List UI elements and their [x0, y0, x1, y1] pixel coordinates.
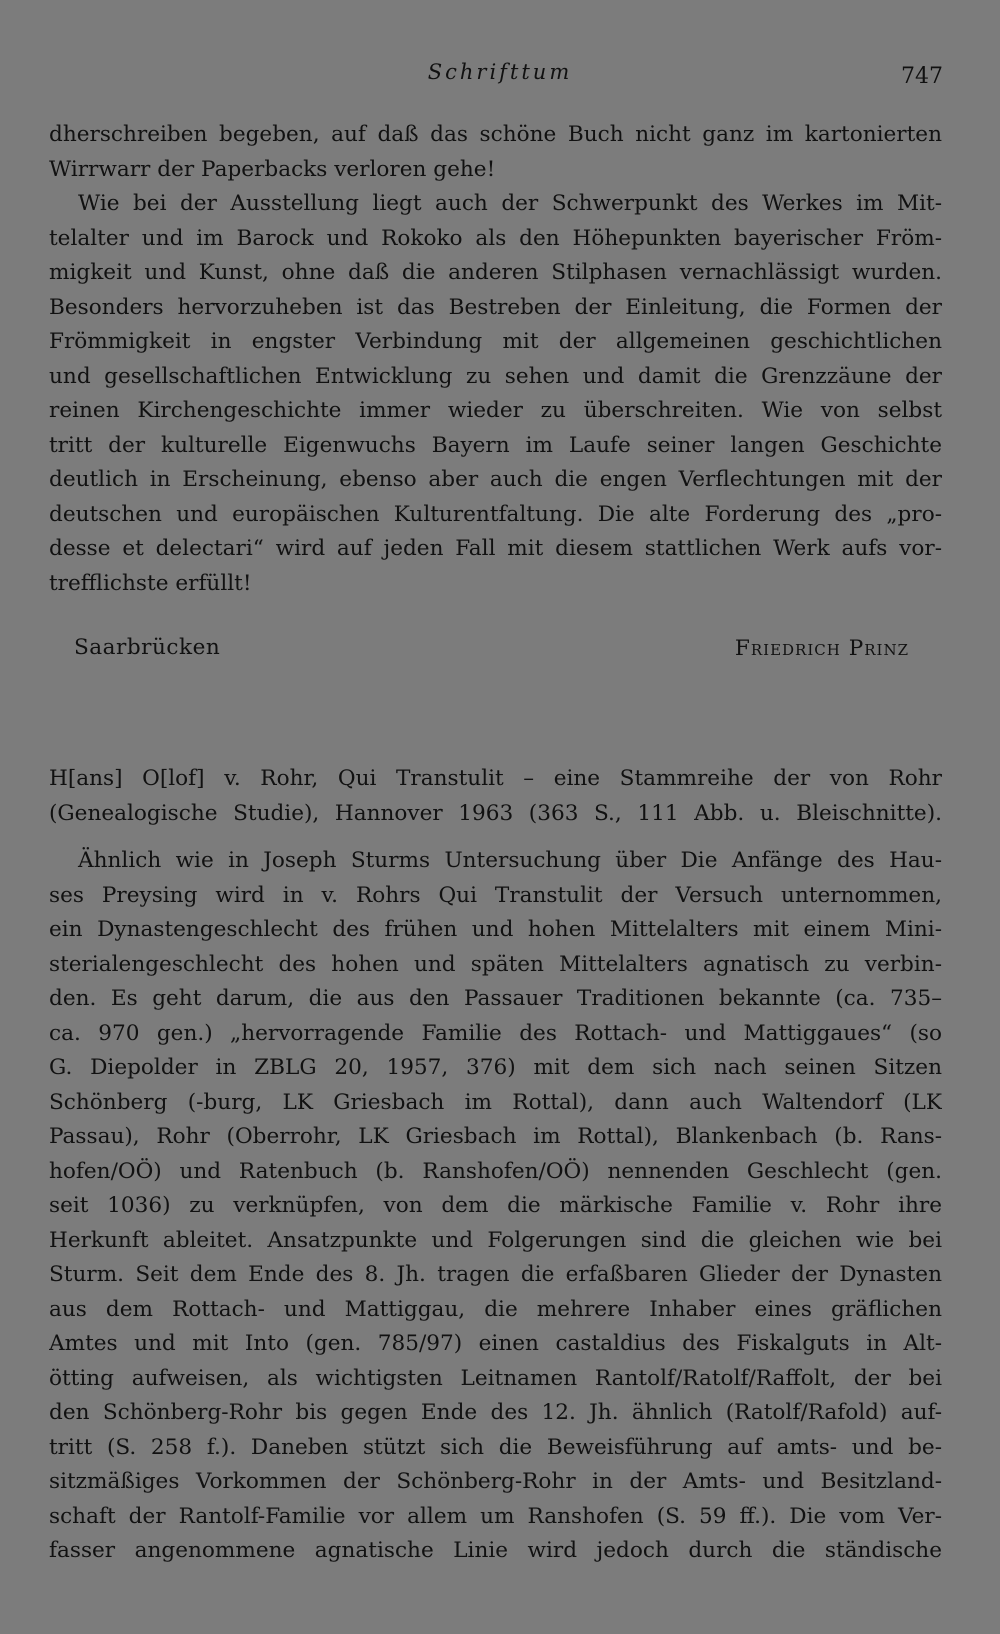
text-line: reinen Kirchengeschichte immer wieder zu überschreiten. Wie von selbst — [49, 398, 942, 423]
text-line: Wirrwarr der Paperbacks verloren gehe! — [49, 156, 496, 182]
text-line: aus dem Rottach- und Mattiggau, die mehrere Inhaber eines gräflichen — [49, 1296, 942, 1322]
text-line: schaft der Rantolf-Familie vor allem um Ranshofen (S. 59 ff.). Die vom Ver- — [49, 1503, 942, 1529]
text-line: desse et delectari“ wird auf jeden Fall mit diesem stattlichen Werk aufs vor- — [49, 536, 942, 561]
text-line: sitzmäßiges Vorkommen der Schönberg-Rohr in der Amts- und Besitzland- — [49, 1469, 942, 1494]
review-1-body — [49, 118, 942, 601]
review-2-body — [49, 844, 942, 1569]
text-line: ötting aufweisen, als wichtigsten Leitnamen Rantolf/Ratolf/Raffolt, der bei — [49, 1365, 942, 1391]
text-line: fasser angenommene agnatische Linie wird jedoch durch die ständische — [49, 1538, 942, 1563]
heading-line: (Genealogische Studie), Hannover 1963 (363 S., 111 Abb. u. Bleischnitte). — [49, 800, 942, 826]
text-line: ses Preysing wird in v. Rohrs Qui Transtulit der Versuch unternommen, — [49, 882, 942, 908]
text-line: Amtes und mit Into (gen. 785/97) einen castaldius des Fiskalguts in Alt- — [49, 1331, 942, 1356]
text-line: hofen/OÖ) und Ratenbuch (b. Ranshofen/OÖ) nennenden Geschlecht (gen. — [49, 1158, 942, 1184]
text-line: Besonders hervorzuheben ist das Bestreben der Einleitung, die Formen der — [49, 294, 942, 320]
text-line: und gesellschaftlichen Entwicklung zu sehen und damit die Grenzzäune der — [49, 363, 942, 389]
text-line: ein Dynastengeschlecht des frühen und hohen Mittelalters mit einem Mini- — [49, 917, 942, 942]
text-line: tritt der kulturelle Eigenwuchs Bayern im Laufe seiner langen Geschichte — [49, 432, 942, 458]
review-2-bibliographic-heading — [49, 762, 942, 831]
text-line: trefflichste erfüllt! — [49, 570, 252, 596]
text-line: deutlich in Erscheinung, ebenso aber auch die engen Verflechtungen mit der — [49, 467, 942, 492]
text-line: Herkunft ableitet. Ansatzpunkte und Folgerungen sind die gleichen wie bei — [49, 1227, 942, 1253]
text-line: Sturm. Seit dem Ende des 8. Jh. tragen die erfaßbaren Glieder der Dynasten — [49, 1262, 942, 1287]
text-line: migkeit und Kunst, ohne daß die anderen Stilphasen vernachlässigt wurden. — [49, 260, 942, 285]
text-line: Frömmigkeit in engster Verbindung mit der allgemeinen geschichtlichen — [49, 329, 942, 354]
signature-place: Saarbrücken — [74, 635, 221, 660]
text-line: ca. 970 gen.) „hervorragende Familie des Rottach- und Mattiggaues“ (so — [49, 1020, 942, 1046]
text-line: Ähnlich wie in Joseph Sturms Untersuchung über Die Anfänge des Hau- — [78, 848, 942, 873]
text-line: Schönberg (-burg, LK Griesbach im Rottal), dann auch Waltendorf (LK — [49, 1089, 942, 1115]
heading-line: H[ans] O[lof] v. Rohr, Qui Transtulit – eine Stammreihe der von Rohr — [49, 766, 942, 791]
text-line: Wie bei der Ausstellung liegt auch der Schwerpunkt des Werkes im Mit- — [78, 191, 942, 216]
text-line: Passau), Rohr (Oberrohr, LK Griesbach im Rottal), Blankenbach (b. Rans- — [49, 1124, 942, 1149]
text-line: tritt (S. 258 f.). Daneben stützt sich die Beweisführung auf amts- und be- — [49, 1434, 942, 1460]
running-header-title: Schrifttum — [427, 60, 573, 84]
text-line: seit 1036) zu verknüpfen, von dem die märkische Familie v. Rohr ihre — [49, 1193, 942, 1218]
text-line: den Schönberg-Rohr bis gegen Ende des 12. Jh. ähnlich (Ratolf/Rafold) auf- — [49, 1400, 942, 1425]
page-number: 747 — [901, 64, 943, 89]
text-line: telalter und im Barock und Rokoko als den Höhepunkten bayerischer Fröm- — [49, 225, 942, 251]
signature-author: Friedrich Prinz — [734, 636, 909, 661]
text-line: G. Diepolder in ZBLG 20, 1957, 376) mit dem sich nach seinen Sitzen — [49, 1055, 942, 1080]
text-line: sterialengeschlecht des hohen und späten Mittelalters agnatisch zu verbin- — [49, 951, 942, 977]
text-line: dherschreiben begeben, auf daß das schöne Buch nicht ganz im kartonierten — [49, 122, 942, 147]
text-line: den. Es geht darum, die aus den Passauer Traditionen bekannte (ca. 735– — [49, 986, 942, 1011]
text-line: deutschen und europäischen Kulturentfaltung. Die alte Forderung des „pro- — [49, 501, 942, 527]
